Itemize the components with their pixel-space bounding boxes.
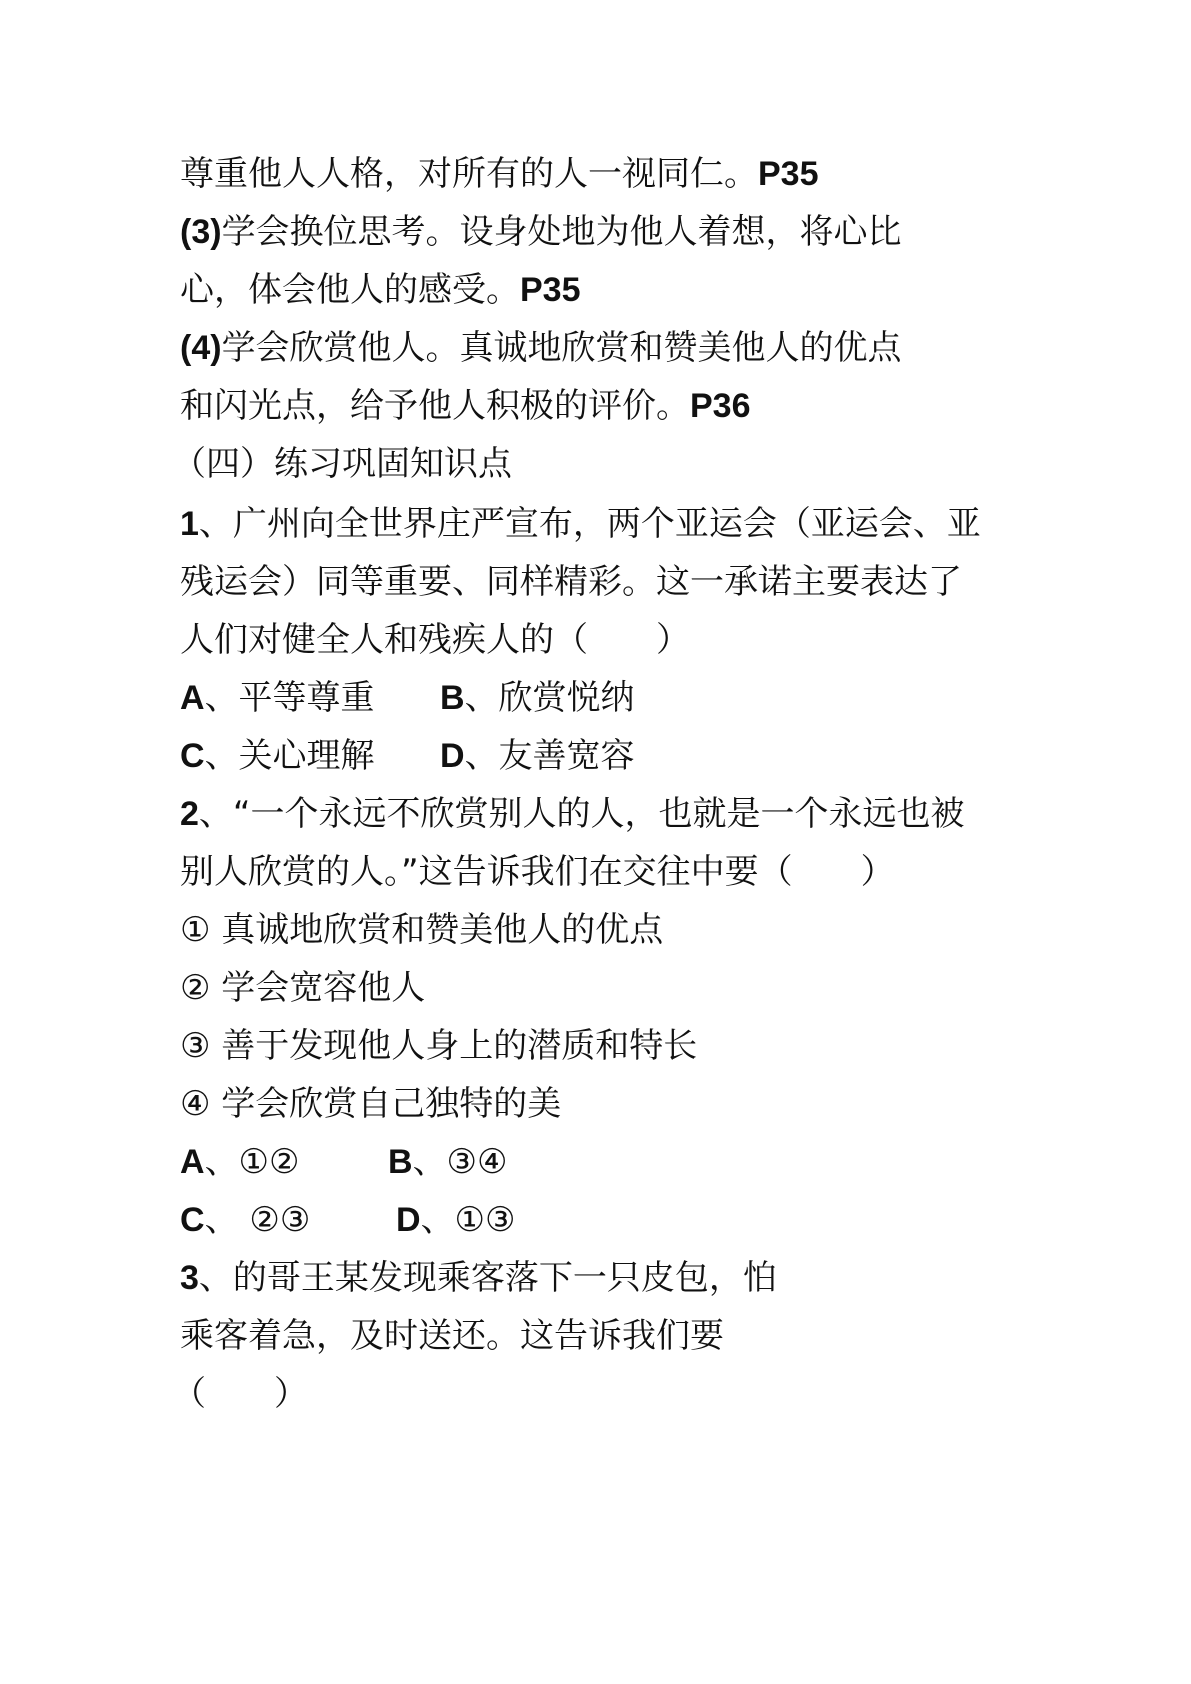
line-text: 学会换位思考。设身处地为他人着想，将心比 — [221, 212, 902, 252]
question-1-option-d — [440, 734, 635, 778]
question-2-option-d — [396, 1198, 516, 1242]
text-line — [180, 268, 581, 312]
item-number: (4) — [180, 329, 222, 367]
question-text: 、的哥王某发现乘客落下一只皮包，怕 — [198, 1258, 777, 1298]
question-2-item-1: ① 真诚地欣赏和赞美他人的优点 — [180, 910, 664, 950]
option-letter: A — [180, 1143, 205, 1181]
question-2-item-2: ② 学会宽容他人 — [180, 968, 426, 1008]
text-line — [180, 210, 902, 254]
page-ref: P35 — [520, 271, 581, 309]
section-heading: （四）练习巩固知识点 — [172, 444, 512, 484]
question-2-option-b — [388, 1140, 508, 1184]
option-text: 、③④ — [412, 1142, 508, 1182]
option-text: 、 ②③ — [204, 1200, 311, 1240]
question-2-line-1 — [180, 792, 965, 836]
question-text: 、广州向全世界庄严宣布，两个亚运会（亚运会、亚 — [198, 504, 981, 544]
question-1-option-c — [180, 734, 375, 778]
question-1-line-1 — [180, 502, 981, 546]
option-letter: C — [180, 1201, 205, 1239]
question-number: 3 — [180, 1259, 199, 1297]
page-ref: P36 — [690, 387, 751, 425]
line-text: 学会欣赏他人。真诚地欣赏和赞美他人的优点 — [221, 328, 902, 368]
line-text: 心，体会他人的感受。 — [180, 270, 520, 310]
question-2-item-3: ③ 善于发现他人身上的潜质和特长 — [180, 1026, 698, 1066]
text-line — [180, 384, 751, 428]
question-2-item-4: ④ 学会欣赏自己独特的美 — [180, 1084, 562, 1124]
question-1-line-3: 人们对健全人和残疾人的（ ） — [180, 620, 690, 660]
question-2-line-2: 别人欣赏的人。”这告诉我们在交往中要（ ） — [180, 852, 895, 892]
option-text: 、平等尊重 — [204, 678, 375, 718]
question-1-option-b — [440, 676, 635, 720]
question-1-line-2: 残运会）同等重要、同样精彩。这一承诺主要表达了 — [180, 562, 962, 602]
option-letter: B — [388, 1143, 413, 1181]
item-number: (3) — [180, 213, 222, 251]
option-text: 、欣赏悦纳 — [464, 678, 635, 718]
question-3-line-1 — [180, 1256, 777, 1300]
option-text: 、关心理解 — [204, 736, 375, 776]
question-2-option-c — [180, 1198, 310, 1242]
option-letter: C — [180, 737, 205, 775]
question-number: 1 — [180, 505, 199, 543]
page-ref: P35 — [758, 155, 819, 193]
text-line — [180, 326, 902, 370]
question-number: 2 — [180, 795, 199, 833]
line-text: 尊重他人人格，对所有的人一视同仁。 — [180, 154, 758, 194]
question-3-line-2: 乘客着急，及时送还。这告诉我们要 — [180, 1316, 724, 1356]
question-3-line-3: （ ） — [172, 1374, 308, 1414]
option-letter: D — [440, 737, 465, 775]
option-text: 、①② — [204, 1142, 300, 1182]
option-letter: D — [396, 1201, 421, 1239]
line-text: 和闪光点，给予他人积极的评价。 — [180, 386, 690, 426]
option-letter: A — [180, 679, 205, 717]
option-text: 、①③ — [420, 1200, 516, 1240]
question-text: 、“一个永远不欣赏别人的人，也就是一个永远也被 — [198, 794, 965, 834]
question-2-option-a — [180, 1140, 300, 1184]
option-letter: B — [440, 679, 465, 717]
question-1-option-a — [180, 676, 375, 720]
text-line — [180, 152, 819, 196]
option-text: 、友善宽容 — [464, 736, 635, 776]
